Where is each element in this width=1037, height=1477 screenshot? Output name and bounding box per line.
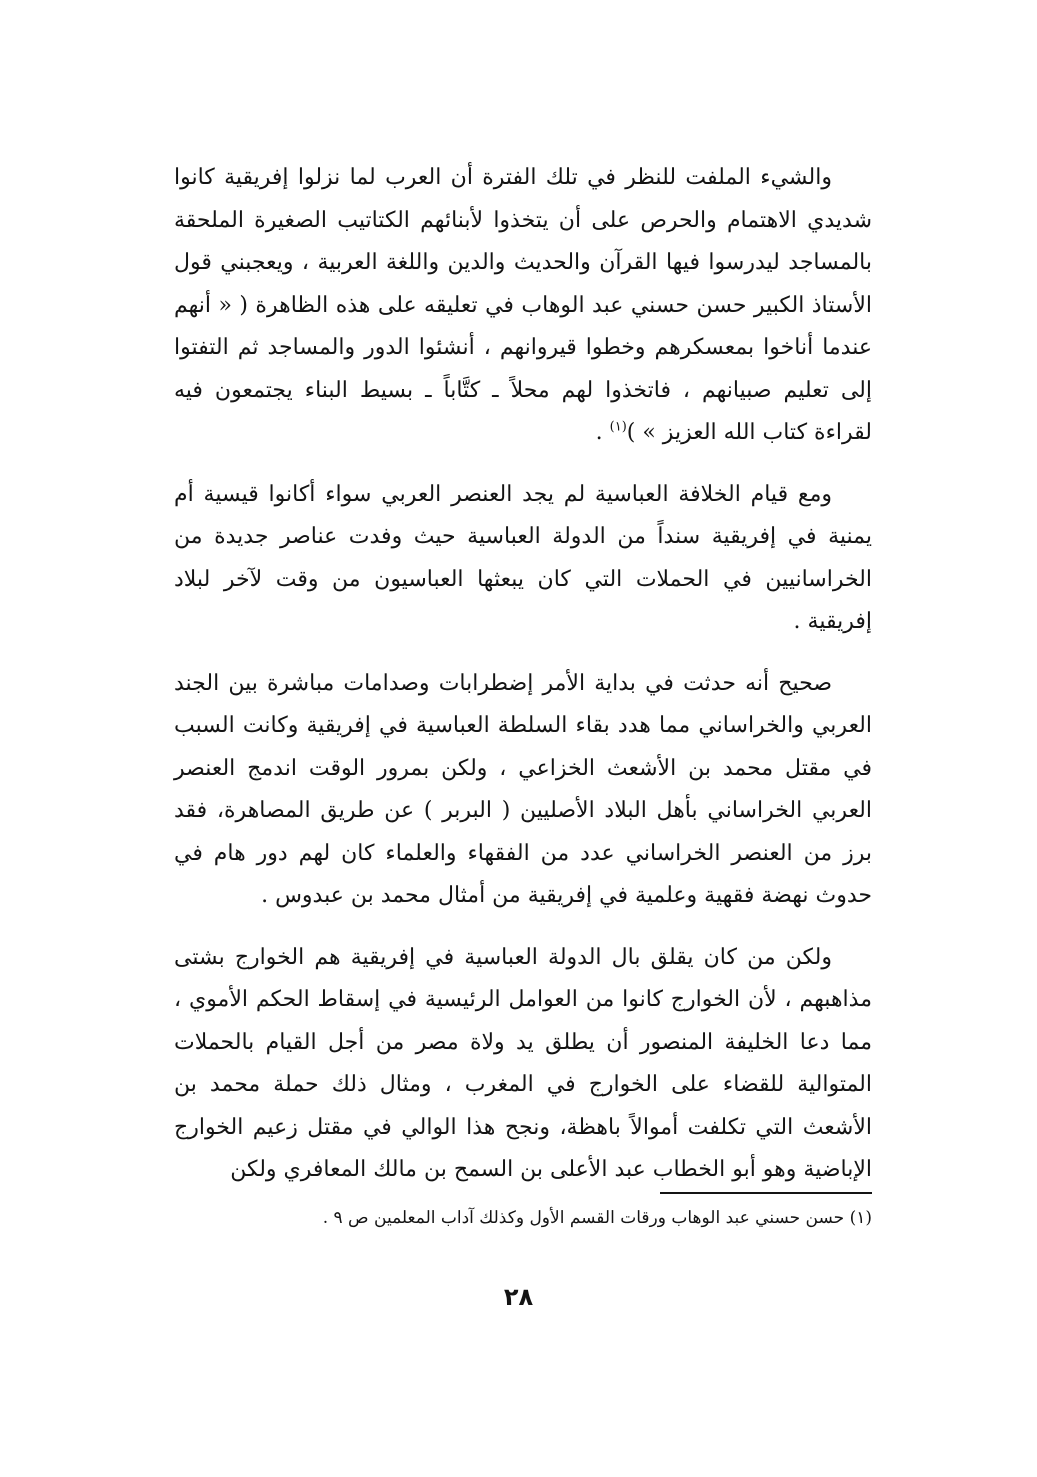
page-number: ٢٨	[503, 1283, 534, 1311]
paragraph-1	[174, 157, 872, 455]
paragraph-1-text: والشيء الملفت للنظر في تلك الفترة أن العرب لما نزلوا إفريقية كانوا شديدي الاهتمام والحرص على أن يتخذوا لأبنائهم الكتاتيب الصغيرة الملحقة بالمساجد ليدرسوا فيها القرآن والحديث والدين واللغة العربية ، ويعجبني قول الأستاذ الكبير حسن حسني عبد الوهاب في تعليقه على هذه الظاهرة ( « أنهم عندما أناخوا بمعسكرهم وخطوا قيروانهم ، أنشئوا الدور والمساجد ثم التفتوا إلى تعليم صبيانهم ، فاتخذوا لهم محلاً ـ كتَّاباً ـ بسيط البناء يجتمعون فيه لقراءة كتاب الله العزيز » )	[174, 165, 872, 445]
paragraph-4: ولكن من كان يقلق بال الدولة العباسية في إفريقية هم الخوارج بشتى مذاهبهم ، لأن الخوارج كانوا من العوامل الرئيسية في إسقاط الحكم الأموي ، مما دعا الخليفة المنصور أن يطلق يد ولاة مصر من أجل القيام بالحملات المتوالية للقضاء على الخوارج في المغرب ، ومثال ذلك حملة محمد بن الأشعث التي تكلفت أموالاً باهظة، ونجح هذا الوالي في مقتل زعيم الخوارج الإباضية وهو أبو الخطاب عبد الأعلى بن السمح بن مالك المعافري ولكن	[174, 944, 872, 1182]
footnote-reference: (١)	[609, 419, 627, 435]
paragraph-2: ومع قيام الخلافة العباسية لم يجد العنصر العربي سواء أكانوا قيسية أم يمنية في إفريقية سنداً من الدولة العباسية حيث وفدت عناصر جديدة من الخراسانيين في الحملات التي كان يبعثها العباسيون من وقت لآخر لبلاد إفريقية .	[174, 481, 872, 634]
paragraph-1-tail: .	[595, 420, 610, 445]
body-text	[174, 157, 872, 1192]
footnote-text: (١) حسن حسني عبد الوهاب ورقات القسم الأول وكذلك آداب المعلمين ص ٩ .	[322, 1208, 872, 1228]
footnote-divider	[660, 1192, 872, 1194]
paragraph-3: صحيح أنه حدثت في بداية الأمر إضطرابات وصدامات مباشرة بين الجند العربي والخراساني مما هدد بقاء السلطة العباسية في إفريقية وكانت السبب في مقتل محمد بن الأشعث الخزاعي ، ولكن بمرور الوقت اندمج العنصر العربي الخراساني بأهل البلاد الأصليين ( البربر ) عن طريق المصاهرة، فقد برز من العنصر الخراساني عدد من الفقهاء والعلماء كان لهم دور هام في حدوث نهضة فقهية وعلمية في إفريقية من أمثال محمد بن عبدوس .	[174, 670, 872, 908]
